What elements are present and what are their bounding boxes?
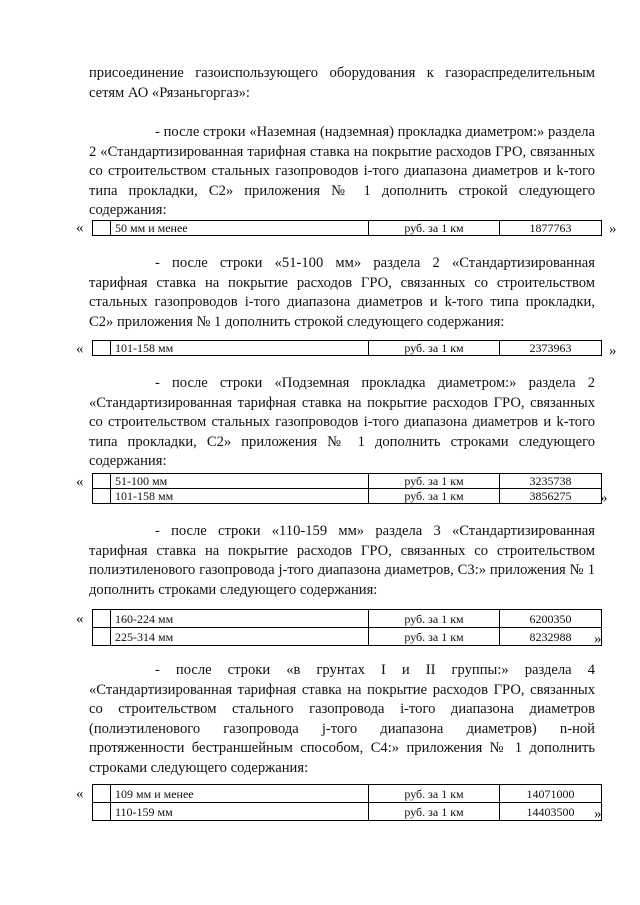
value-cell: 14403500: [500, 803, 602, 821]
tariff-table-1: [92, 220, 602, 236]
diameter-cell: 160-224 мм: [111, 610, 369, 628]
quote-close: »: [594, 631, 602, 647]
value-cell: 3856275: [500, 489, 602, 504]
paragraph-amendment-2: - после строки «51-100 мм» раздела 2 «Стандартизированная тарифная ставка на покрытие расходов ГРО, связанных со строительством стальных газопроводов i-того диапазона диаметров и k-того типа прокладки, С2» приложения № 1 дополнить строкой следующего содержания:: [89, 255, 595, 330]
value-cell: 2373963: [500, 341, 602, 356]
diameter-cell: 101-158 мм: [111, 489, 369, 504]
unit-cell: руб. за 1 км: [369, 803, 500, 821]
quote-open: «: [76, 341, 84, 357]
diameter-cell: 50 мм и менее: [111, 221, 369, 236]
tariff-table-2: [92, 340, 602, 356]
table-row: [93, 628, 602, 646]
unit-cell: руб. за 1 км: [369, 474, 500, 489]
paragraph-amendment-1: - после строки «Наземная (надземная) прокладка диаметром:» раздела 2 «Стандартизированная тарифная ставка на покрытие расходов ГРО, связанных со строительством стальных газопроводов i-того диапазона диаметров и k-того типа прокладки, С2» приложения № 1 дополнить строкой следующего содержания:: [89, 124, 595, 218]
quote-close: »: [609, 221, 617, 237]
unit-cell: руб. за 1 км: [369, 221, 500, 236]
tariff-table-5: [92, 784, 602, 821]
quote-close: »: [600, 490, 608, 506]
unit-cell: руб. за 1 км: [369, 489, 500, 504]
diameter-cell: 109 мм и менее: [111, 785, 369, 803]
quote-open: «: [76, 474, 84, 490]
table-row: [93, 785, 602, 803]
paragraph-intro: присоединение газоиспользующего оборудования к газораспределительным сетям АО «Рязаньгоргаз»:: [89, 65, 595, 101]
unit-cell: руб. за 1 км: [369, 628, 500, 646]
paragraph-amendment-4: - после строки «110-159 мм» раздела 3 «Стандартизированная тарифная ставка на покрытие расходов ГРО, связанных со строительством полиэтиленового газопровода j-того диапазона диаметров, С3:» приложения № 1 дополнить строками следующего содержания:: [89, 523, 595, 598]
unit-cell: руб. за 1 км: [369, 610, 500, 628]
table-row: [93, 221, 602, 236]
value-cell: 3235738: [500, 474, 602, 489]
table-row: [93, 489, 602, 504]
paragraph-amendment-5: - после строки «в грунтах I и II группы:» раздела 4 «Стандартизированная тарифная ставка на покрытие расходов ГРО, связанных со строительством стального газопровода i-того диапазона диаметров (полиэтиленового газопровода j-того диапазона диаметров) n-ной протяженности бестраншейным способом, С4:» приложения № 1 дополнить строками следующего содержания:: [89, 662, 595, 776]
table-row: [93, 474, 602, 489]
diameter-cell: 51-100 мм: [111, 474, 369, 489]
quote-close: »: [594, 806, 602, 822]
tariff-table-3: [92, 473, 602, 504]
value-cell: 1877763: [500, 221, 602, 236]
value-cell: 8232988: [500, 628, 602, 646]
paragraph-amendment-3: - после строки «Подземная прокладка диаметром:» раздела 2 «Стандартизированная тарифная ставка на покрытие расходов ГРО, связанных со строительством стальных газопроводов i-того диапазона диаметров и k-того типа прокладки, С2» приложения № 1 дополнить строками следующего содержания:: [89, 375, 595, 469]
quote-open: «: [76, 611, 84, 627]
diameter-cell: 110-159 мм: [111, 803, 369, 821]
unit-cell: руб. за 1 км: [369, 785, 500, 803]
tariff-table-4: [92, 609, 602, 646]
table-row: [93, 803, 602, 821]
diameter-cell: 101-158 мм: [111, 341, 369, 356]
quote-open: «: [76, 220, 84, 236]
value-cell: 14071000: [500, 785, 602, 803]
quote-close: »: [609, 343, 617, 359]
quote-open: «: [76, 786, 84, 802]
value-cell: 6200350: [500, 610, 602, 628]
table-row: [93, 610, 602, 628]
table-row: [93, 341, 602, 356]
diameter-cell: 225-314 мм: [111, 628, 369, 646]
unit-cell: руб. за 1 км: [369, 341, 500, 356]
